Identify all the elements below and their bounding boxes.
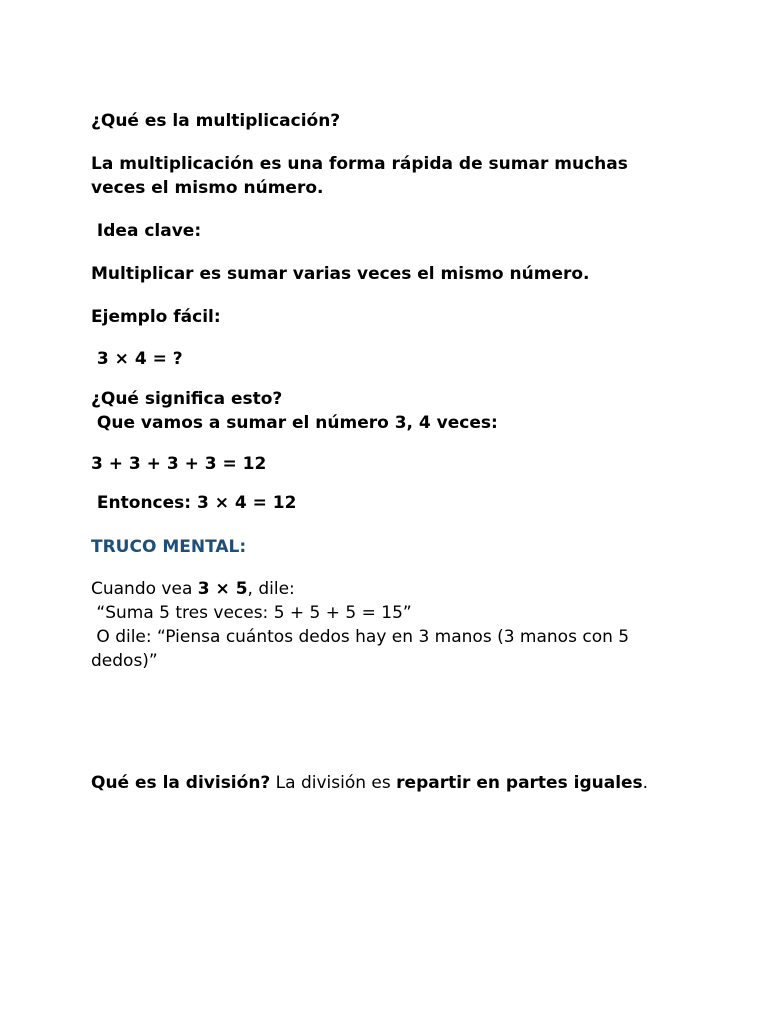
trick-line-1-post: , dile: — [247, 579, 295, 599]
definition-line-1: La multiplicación es una forma rápida de sumar muchas — [91, 154, 628, 174]
definition-line-2: veces el mismo número. — [91, 178, 324, 198]
meaning-answer: Que vamos a sumar el número 3, 4 veces: — [91, 413, 498, 433]
multiplication-question-title: ¿Qué es la multiplicación? — [91, 111, 341, 131]
trick-line-1-pre: Cuando vea — [91, 579, 198, 599]
trick-line-1-bold: 3 × 5 — [197, 579, 248, 599]
meaning-question: ¿Qué significa esto? — [91, 389, 283, 409]
trick-line-4: dedos)” — [91, 651, 158, 671]
trick-line-1 — [91, 577, 295, 601]
key-idea-text: Multiplicar es sumar varias veces el mismo número. — [91, 264, 590, 284]
division-paragraph — [91, 771, 648, 795]
example-label: Ejemplo fácil: — [91, 307, 221, 327]
sum-expression: 3 + 3 + 3 + 3 = 12 — [91, 454, 267, 474]
division-key-phrase: repartir en partes iguales — [396, 773, 643, 793]
trick-line-3: O dile: “Piensa cuántos dedos hay en 3 manos (3 manos con 5 — [91, 627, 630, 647]
division-question: Qué es la división? — [91, 773, 271, 793]
result-line: Entonces: 3 × 4 = 12 — [91, 493, 297, 513]
key-idea-label: Idea clave: — [91, 221, 202, 241]
division-mid-text: La división es — [270, 773, 397, 793]
division-end: . — [642, 773, 649, 793]
trick-heading: TRUCO MENTAL: — [91, 537, 247, 557]
trick-line-2: “Suma 5 tres veces: 5 + 5 + 5 = 15” — [91, 603, 412, 623]
example-expression: 3 × 4 = ? — [91, 349, 183, 369]
